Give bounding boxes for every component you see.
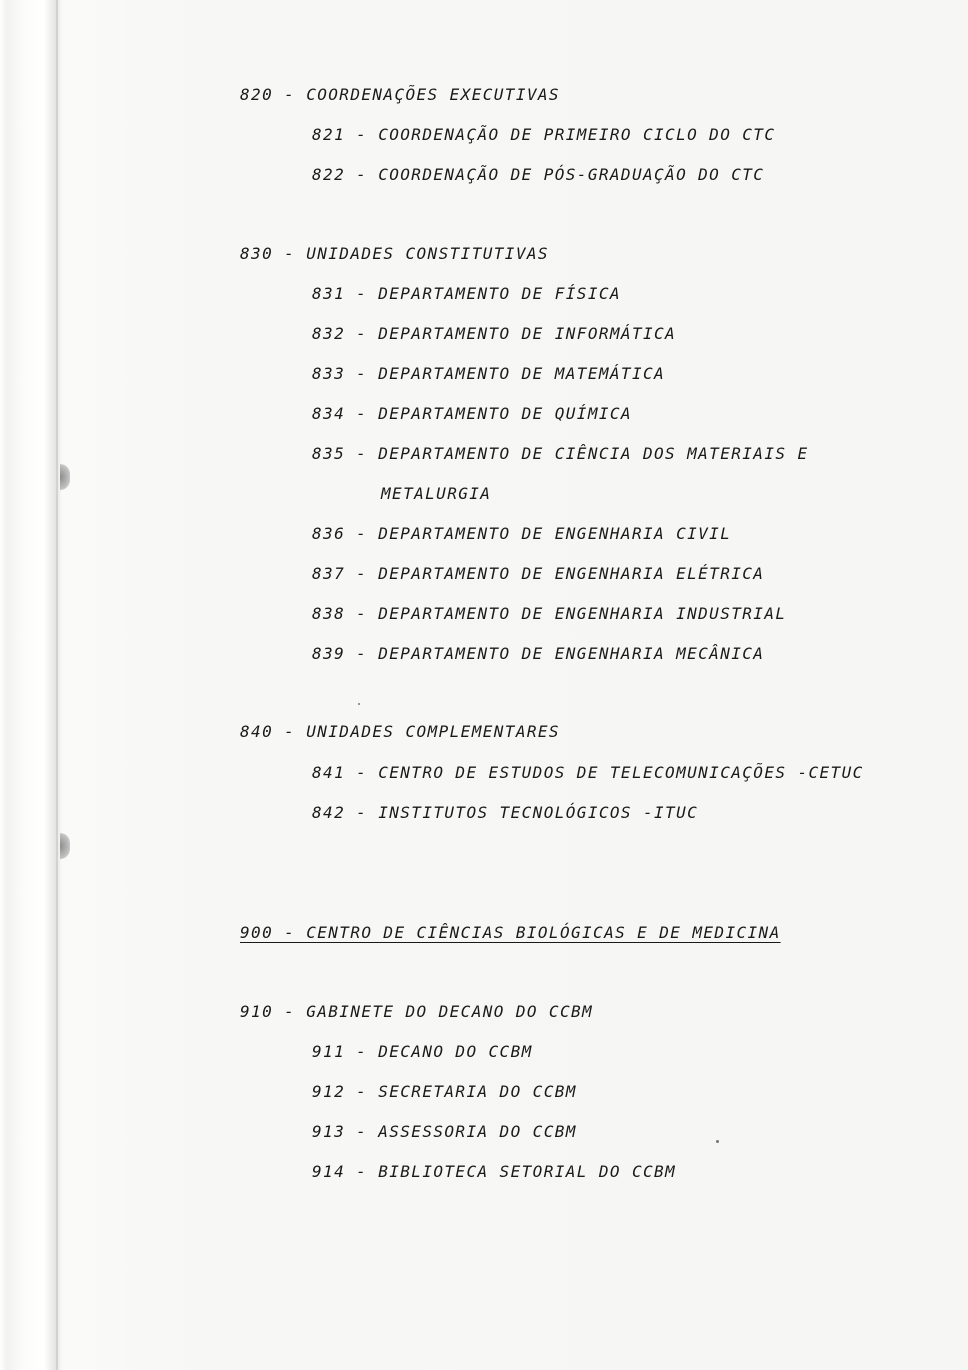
list-item-836: 836 - DEPARTAMENTO DE ENGENHARIA CIVIL — [312, 524, 732, 543]
paper-speck — [716, 1140, 719, 1143]
section-heading-910: 910 - GABINETE DO DECANO DO CCBM — [240, 1002, 594, 1021]
center-heading-900: 900 - CENTRO DE CIÊNCIAS BIOLÓGICAS E DE MEDICINA — [240, 923, 781, 942]
list-item-837: 837 - DEPARTAMENTO DE ENGENHARIA ELÉTRICA — [312, 564, 765, 583]
punch-hole — [60, 464, 70, 490]
list-item-835: 835 - DEPARTAMENTO DE CIÊNCIA DOS MATERIAIS E — [312, 444, 809, 463]
list-item-842: 842 - INSTITUTOS TECNOLÓGICOS -ITUC — [312, 803, 699, 822]
list-item-833: 833 - DEPARTAMENTO DE MATEMÁTICA — [312, 364, 666, 383]
list-item-912: 912 - SECRETARIA DO CCBM — [312, 1082, 577, 1101]
list-item-839: 839 - DEPARTAMENTO DE ENGENHARIA MECÂNICA — [312, 644, 765, 663]
section-heading-820: 820 - COORDENAÇÕES EXECUTIVAS — [240, 85, 560, 104]
punch-hole — [60, 833, 70, 859]
list-item-841: 841 - CENTRO DE ESTUDOS DE TELECOMUNICAÇÕES -CETUC — [312, 763, 864, 782]
list-item-838: 838 - DEPARTAMENTO DE ENGENHARIA INDUSTRIAL — [312, 604, 787, 623]
list-item-914: 914 - BIBLIOTECA SETORIAL DO CCBM — [312, 1162, 677, 1181]
list-item-821: 821 - COORDENAÇÃO DE PRIMEIRO CICLO DO CTC — [312, 125, 776, 144]
list-item-822: 822 - COORDENAÇÃO DE PÓS-GRADUAÇÃO DO CTC — [312, 165, 765, 184]
list-item-834: 834 - DEPARTAMENTO DE QUÍMICA — [312, 404, 632, 423]
paper-speck — [358, 703, 360, 705]
list-item-835-continuation: METALURGIA — [381, 484, 492, 503]
list-item-913: 913 - ASSESSORIA DO CCBM — [312, 1122, 577, 1141]
list-item-831: 831 - DEPARTAMENTO DE FÍSICA — [312, 284, 621, 303]
section-heading-840: 840 - UNIDADES COMPLEMENTARES — [240, 722, 560, 741]
list-item-911: 911 - DECANO DO CCBM — [312, 1042, 533, 1061]
section-heading-830: 830 - UNIDADES CONSTITUTIVAS — [240, 244, 549, 263]
list-item-832: 832 - DEPARTAMENTO DE INFORMÁTICA — [312, 324, 677, 343]
binding-edge — [56, 0, 58, 1370]
